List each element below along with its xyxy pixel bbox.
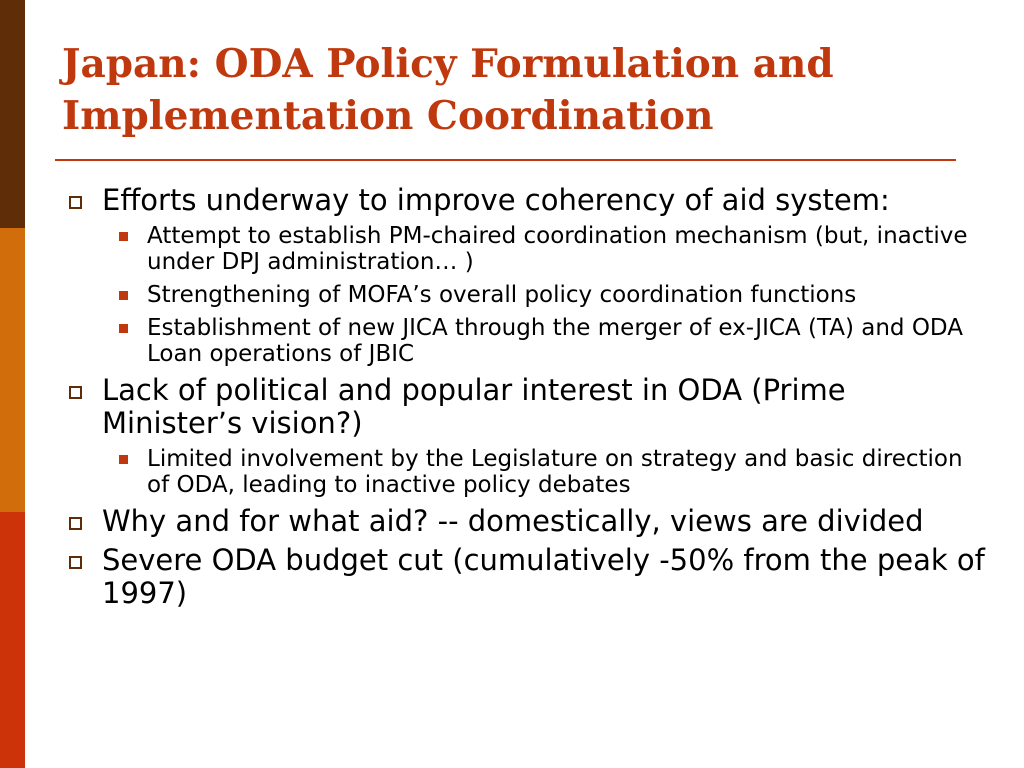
side-bar-middle — [0, 228, 25, 512]
hollow-square-bullet-icon — [69, 196, 82, 209]
bullet-level1 — [62, 544, 992, 610]
hollow-square-bullet-icon — [69, 556, 82, 569]
title-divider — [55, 159, 956, 161]
bullet-level2 — [62, 446, 992, 498]
bullet-level2 — [62, 315, 992, 367]
slide-content — [62, 184, 992, 616]
bullet-text: Strengthening of MOFA’s overall policy coordination functions — [147, 282, 857, 308]
bullet-text: Why and for what aid? -- domestically, views are divided — [102, 504, 924, 538]
slide-title: Japan: ODA Policy Formulation and Implementation Coordination — [62, 41, 834, 139]
bullet-text: Limited involvement by the Legislature on strategy and basic direction of ODA, leading to inactive policy debates — [147, 446, 963, 498]
bullet-level2 — [62, 282, 992, 308]
bullet-text: Efforts underway to improve coherency of aid system: — [102, 183, 890, 217]
bullet-text: Attempt to establish PM-chaired coordination mechanism (but, inactive under DPJ administration… ) — [147, 223, 968, 275]
filled-square-bullet-icon — [119, 232, 128, 241]
filled-square-bullet-icon — [119, 455, 128, 464]
side-bar-top — [0, 0, 25, 228]
hollow-square-bullet-icon — [69, 386, 82, 399]
bullet-text: Severe ODA budget cut (cumulatively -50% from the peak of 1997) — [102, 543, 985, 610]
filled-square-bullet-icon — [119, 291, 128, 300]
bullet-text: Establishment of new JICA through the merger of ex-JICA (TA) and ODA Loan operations of JBIC — [147, 315, 963, 367]
hollow-square-bullet-icon — [69, 517, 82, 530]
side-bar-bottom — [0, 512, 25, 768]
bullet-level1 — [62, 184, 992, 217]
bullet-text: Lack of political and popular interest in ODA (Prime Minister’s vision?) — [102, 373, 846, 440]
bullet-level2 — [62, 223, 992, 275]
bullet-level1 — [62, 505, 992, 538]
filled-square-bullet-icon — [119, 324, 128, 333]
bullet-level1 — [62, 374, 992, 440]
